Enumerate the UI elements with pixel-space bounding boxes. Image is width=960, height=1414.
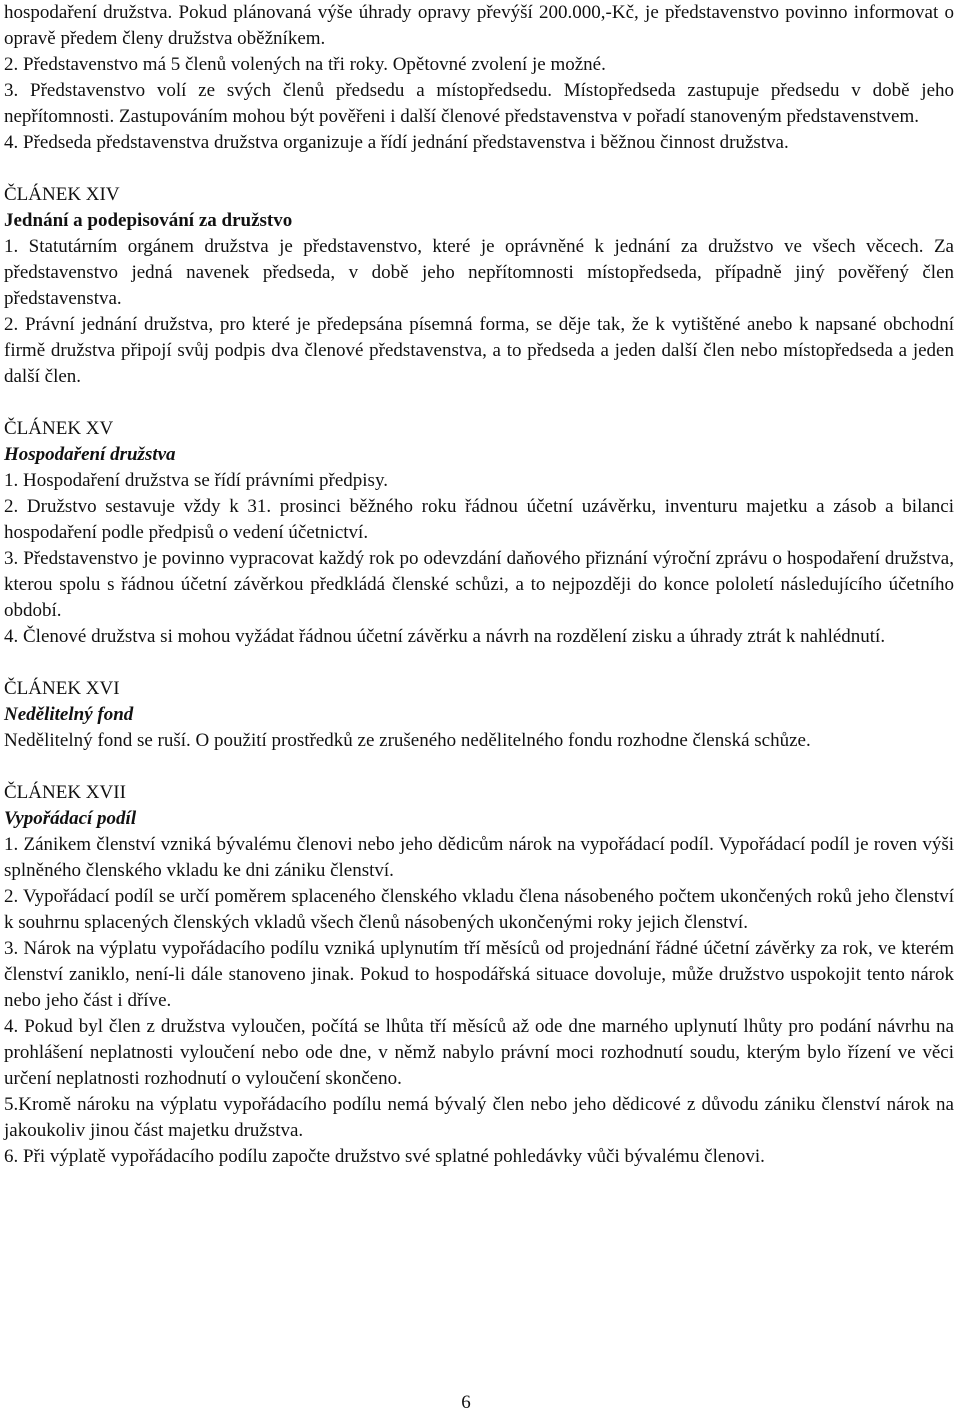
paragraph: 3. Představenstvo je povinno vypracovat každý rok po odevzdání daňového přiznání výroční zprávu o hospodaření družstva, kterou spolu s řádnou účetní závěrkou předkládá členské schůzi, a to nejpozději do konce pololetí následujícího účetního období. (4, 548, 954, 621)
paragraph: 3. Nárok na výplatu vypořádacího podílu vzniká uplynutím tří měsíců od projednání řádné účetní závěrky za rok, ve kterém členství zaniklo, není-li dále stanoveno jinak. Pokud to hospodářská situace dovoluje, může družstvo uspokojit tento nárok nebo jeho část i dříve. (4, 938, 954, 1011)
article-heading: ČLÁNEK XVI (4, 678, 120, 699)
paragraph: 1. Statutárním orgánem družstva je představenstvo, které je oprávněné k jednání za družstvo ve všech věcech. Za představenstvo jedná navenek předseda, v době jeho nepřítomnosti místopředseda, případně jiný pověřený člen představenstva. (4, 236, 954, 309)
page-number: 6 (461, 1392, 471, 1413)
paragraph: 1. Hospodaření družstva se řídí právními předpisy. (4, 470, 388, 491)
paragraph: 6. Při výplatě vypořádacího podílu započte družstvo své splatné pohledávky vůči bývalému členovi. (4, 1146, 765, 1167)
paragraph: 2. Družstvo sestavuje vždy k 31. prosinci běžného roku řádnou účetní uzávěrku, inventuru majetku a zásob a bilanci hospodaření podle předpisů o vedení účetnictví. (4, 496, 954, 543)
paragraph: hospodaření družstva. Pokud plánovaná výše úhrady opravy převýší 200.000,-Kč, je představenstvo povinno informovat o opravě předem členy družstva oběžníkem. (4, 2, 954, 49)
paragraph: 2. Představenstvo má 5 členů volených na tři roky. Opětovné zvolení je možné. (4, 54, 606, 75)
article-title: Vypořádací podíl (4, 808, 137, 829)
paragraph: Nedělitelný fond se ruší. O použití prostředků ze zrušeného nedělitelného fondu rozhodne členská schůze. (4, 730, 811, 751)
paragraph: 1. Zánikem členství vzniká bývalému členovi nebo jeho dědicům nárok na vypořádací podíl. Vypořádací podíl je roven výši splněného členského vkladu ke dni zániku členství. (4, 834, 954, 881)
article-title: Nedělitelný fond (4, 704, 134, 725)
article-heading: ČLÁNEK XVII (4, 782, 126, 803)
article-heading: ČLÁNEK XIV (4, 184, 120, 205)
article-14 (4, 182, 954, 390)
paragraph: 4. Pokud byl člen z družstva vyloučen, počítá se lhůta tří měsíců až ode dne marného uplynutí lhůty pro podání návrhu na prohlášení neplatnosti vyloučení nebo ode dne, v němž nabylo právní moci rozhodnutí soudu, kterým bylo řízení ve věci určení neplatnosti rozhodnutí o vyloučení skončeno. (4, 1016, 954, 1089)
paragraph: 4. Členové družstva si mohou vyžádat řádnou účetní závěrku a návrh na rozdělení zisku a úhrady ztrát k nahlédnutí. (4, 626, 886, 647)
article-heading: ČLÁNEK XV (4, 418, 114, 439)
article-title: Jednání a podepisování za družstvo (4, 210, 293, 231)
paragraph: 2. Právní jednání družstva, pro které je předepsána písemná forma, se děje tak, že k vytištěné anebo k napsané obchodní firmě družstva připojí svůj podpis dva členové představenstva, a to předseda a jeden další člen nebo místopředseda a jeden další člen. (4, 314, 954, 387)
article-title: Hospodaření družstva (4, 444, 176, 465)
intro-section (4, 0, 954, 156)
paragraph: 4. Předseda představenstva družstva organizuje a řídí jednání představenstva i běžnou činnost družstva. (4, 132, 789, 153)
paragraph: 2. Vypořádací podíl se určí poměrem splaceného členského vkladu člena násobeného počtem ukončených roků jeho členství k souhrnu splacených členských vkladů všech členů násobených ukončenými roky jejich členství. (4, 886, 954, 933)
article-15 (4, 416, 954, 650)
paragraph: 5.Kromě nároku na výplatu vypořádacího podílu nemá bývalý člen nebo jeho dědicové z důvodu zániku členství nárok na jakoukoliv jinou část majetku družstva. (4, 1094, 954, 1141)
paragraph: 3. Představenstvo volí ze svých členů předsedu a místopředsedu. Místopředseda zastupuje předsedu v době jeho nepřítomnosti. Zastupováním mohou být pověřeni i další členové představenstva v pořadí stanoveným představenstvem. (4, 80, 954, 127)
document-page (4, 0, 954, 1170)
article-16 (4, 676, 954, 754)
article-17 (4, 780, 954, 1170)
